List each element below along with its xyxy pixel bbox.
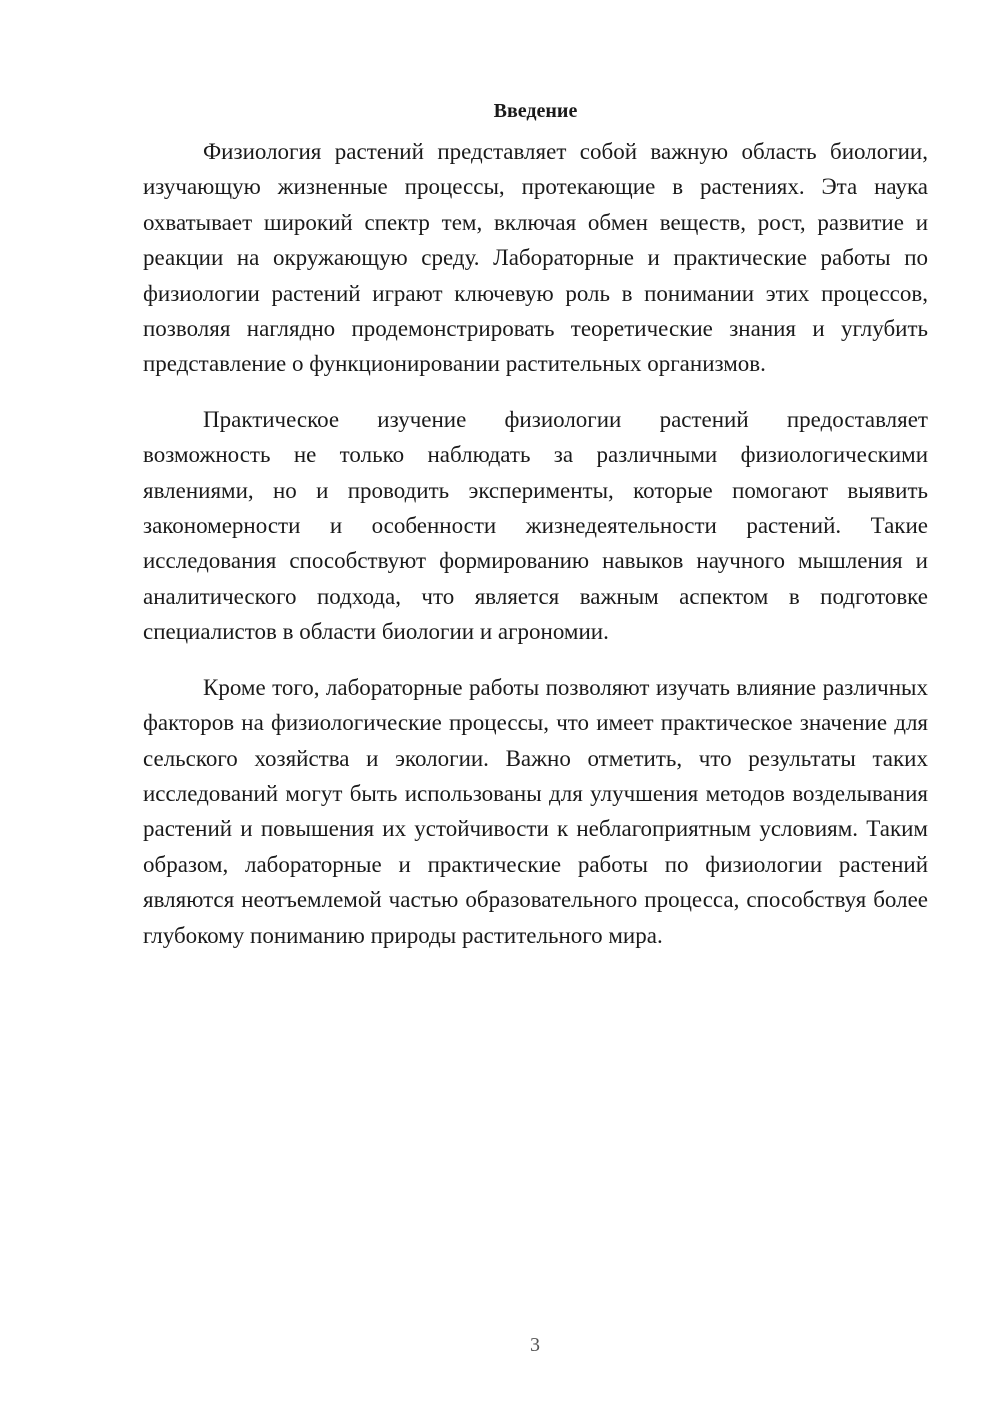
page-number: 3 — [530, 1334, 540, 1356]
paragraph-1: Физиология растений представляет собой важную область биологии, изучающую жизненные процессы, протекающие в растениях. Эта наука охватывает широкий спектр тем, включая обмен веществ, рост, развитие и реакции на окружающую среду. Лабораторные и практические работы по физиологии растений играют ключевую роль в понимании этих процессов, позволяя наглядно продемонстрировать теоретические знания и углубить представление о функционировании растительных организмов. — [143, 139, 928, 377]
page-content — [143, 96, 928, 973]
section-title: Введение — [493, 100, 578, 122]
paragraph-2: Практическое изучение физиологии растений предоставляет возможность не только наблюдать за различными физиологическими явлениями, но и проводить эксперименты, которые помогают выявить закономерности и особенности жизнедеятельности растений. Такие исследования способствуют формированию навыков научного мышления и аналитического подхода, что является важным аспектом в подготовке специалистов в области биологии и агрономии. — [143, 406, 928, 645]
paragraph-3: Кроме того, лабораторные работы позволяют изучать влияние различных факторов на физиологические процессы, что имеет практическое значение для сельского хозяйства и экологии. Важно отметить, что результаты таких исследований могут быть использованы для улучшения методов возделывания растений и повышения их устойчивости к неблагоприятным условиям. Таким образом, лабораторные и практические работы по физиологии растений являются неотъемлемой частью образовательного процесса, способствуя более глубокому пониманию природы растительного мира. — [143, 674, 928, 948]
